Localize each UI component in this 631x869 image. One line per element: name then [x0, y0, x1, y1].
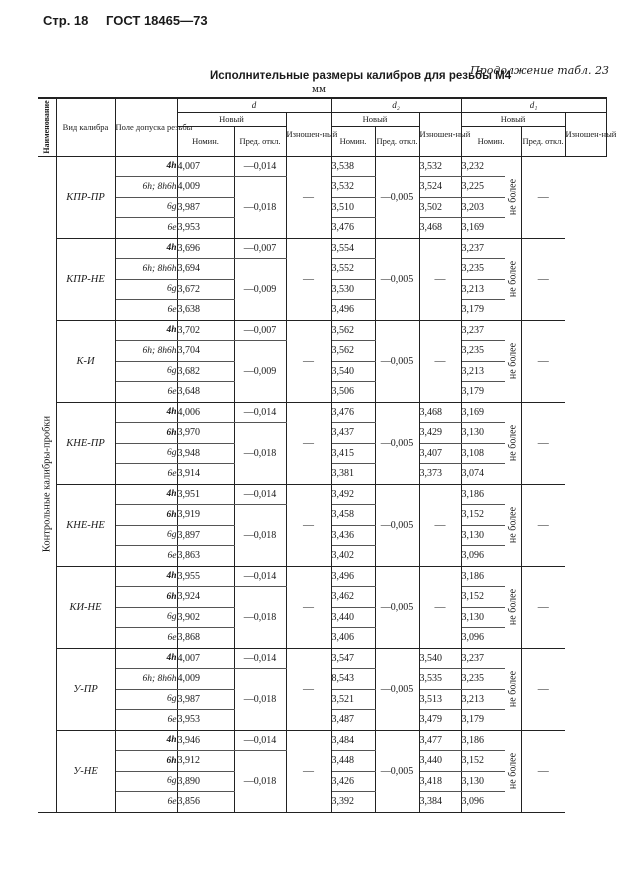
- d1-worn: —: [521, 648, 565, 730]
- gauge-name: КПР-ПР: [56, 156, 115, 238]
- d-nominal: 3,868: [177, 628, 234, 649]
- d1-worn: —: [521, 402, 565, 484]
- d-nominal: 3,702: [177, 320, 234, 341]
- d1-nominal: 3,225: [461, 177, 505, 198]
- d2-worn: —: [419, 320, 461, 402]
- d2-worn: 3,384: [419, 792, 461, 813]
- d1-nominal: 3,096: [461, 546, 505, 567]
- d2-worn: 3,532: [419, 156, 461, 177]
- d-nominal: 3,890: [177, 771, 234, 792]
- table-row: [38, 320, 606, 341]
- d1-nominal: 3,179: [461, 300, 505, 321]
- d-nominal: 3,924: [177, 587, 234, 608]
- header-d2-iznosh: Изношен-ный: [419, 112, 461, 156]
- table-row: [38, 484, 606, 505]
- d2-deviation: —0,005: [375, 156, 419, 238]
- tolerance-field: 6h: [115, 751, 177, 772]
- d-deviation: —0,018: [234, 423, 286, 485]
- d-deviation: —0,014: [234, 566, 286, 587]
- d1-nominal: 3,130: [461, 771, 505, 792]
- tolerance-field: 4h: [115, 566, 177, 587]
- d-nominal: 3,987: [177, 689, 234, 710]
- header-d2-pred: Пред. откл.: [375, 126, 419, 156]
- d2-worn: 3,477: [419, 730, 461, 751]
- d-worn: —: [286, 730, 331, 812]
- tolerance-field: 6g: [115, 443, 177, 464]
- gauge-dimensions-table: [38, 97, 617, 813]
- d1-nominal: 3,152: [461, 751, 505, 772]
- d-nominal: 3,856: [177, 792, 234, 813]
- tolerance-field: 4h: [115, 238, 177, 259]
- d-worn: —: [286, 648, 331, 730]
- d-deviation: —0,018: [234, 587, 286, 649]
- header-d-nomin: Номин.: [177, 126, 234, 156]
- d2-nominal: 3,462: [331, 587, 375, 608]
- d1-worn: —: [521, 320, 565, 402]
- tolerance-field: 6e: [115, 218, 177, 239]
- d2-nominal: 3,484: [331, 730, 375, 751]
- d2-worn: 3,373: [419, 464, 461, 485]
- d1-nominal: 3,179: [461, 382, 505, 403]
- d2-nominal: 3,496: [331, 566, 375, 587]
- d2-nominal: 3,562: [331, 320, 375, 341]
- d-nominal: 3,946: [177, 730, 234, 751]
- d1-nominal: 3,235: [461, 669, 505, 690]
- d1-nominal: 3,152: [461, 505, 505, 526]
- d2-nominal: 3,437: [331, 423, 375, 444]
- tolerance-field: 6e: [115, 300, 177, 321]
- d1-nominal: 3,130: [461, 525, 505, 546]
- tolerance-field: 6h; 8h6h: [115, 259, 177, 280]
- tolerance-field: 6e: [115, 710, 177, 731]
- table-row: [38, 648, 606, 669]
- d1-nominal: 3,235: [461, 341, 505, 362]
- d-nominal: 3,682: [177, 361, 234, 382]
- d1-deviation: не более: [505, 730, 521, 812]
- d2-worn: 3,468: [419, 218, 461, 239]
- d1-nominal: 3,130: [461, 607, 505, 628]
- page-header: [43, 13, 208, 28]
- d1-nominal: 3,108: [461, 443, 505, 464]
- d2-nominal: 3,448: [331, 751, 375, 772]
- d-nominal: 3,914: [177, 464, 234, 485]
- d2-nominal: 3,547: [331, 648, 375, 669]
- d2-nominal: 3,538: [331, 156, 375, 177]
- gauge-name: КНЕ-ПР: [56, 402, 115, 484]
- d2-nominal: 3,521: [331, 689, 375, 710]
- header-d1-pred: Пред. откл.: [521, 126, 565, 156]
- d2-worn: 3,479: [419, 710, 461, 731]
- d2-nominal: 3,530: [331, 279, 375, 300]
- table-title: Исполнительные размеры калибров для резьбы М4: [210, 70, 512, 82]
- header-d2-novyi: Новый: [331, 112, 419, 126]
- d-worn: —: [286, 402, 331, 484]
- d-nominal: 4,006: [177, 402, 234, 423]
- d-nominal: 3,953: [177, 710, 234, 731]
- d2-worn: 3,429: [419, 423, 461, 444]
- header-d1-iznosh: Изношен-ный: [565, 112, 606, 156]
- gauge-name: КНЕ-НЕ: [56, 484, 115, 566]
- header-d: d: [177, 98, 331, 112]
- d-nominal: 3,912: [177, 751, 234, 772]
- d2-nominal: 3,496: [331, 300, 375, 321]
- d1-nominal: 3,096: [461, 792, 505, 813]
- tolerance-field: 6g: [115, 525, 177, 546]
- d-deviation: —0,007: [234, 238, 286, 259]
- d-worn: —: [286, 320, 331, 402]
- d-nominal: 3,953: [177, 218, 234, 239]
- gauge-name: КИ-НЕ: [56, 566, 115, 648]
- tolerance-field: 6g: [115, 197, 177, 218]
- d-nominal: 3,696: [177, 238, 234, 259]
- d2-nominal: 3,552: [331, 259, 375, 280]
- d2-worn: 3,407: [419, 443, 461, 464]
- d2-nominal: 3,492: [331, 484, 375, 505]
- d-nominal: 3,704: [177, 341, 234, 362]
- d2-nominal: 3,487: [331, 710, 375, 731]
- tolerance-field: 6e: [115, 792, 177, 813]
- d2-deviation: —0,005: [375, 730, 419, 812]
- d-nominal: 3,955: [177, 566, 234, 587]
- table-row: [38, 566, 606, 587]
- d-worn: —: [286, 156, 331, 238]
- header-d1: d₁: [461, 98, 606, 112]
- d2-worn: 3,502: [419, 197, 461, 218]
- d-nominal: 3,948: [177, 443, 234, 464]
- tolerance-field: 4h: [115, 320, 177, 341]
- d2-worn: 3,524: [419, 177, 461, 198]
- d-nominal: 4,009: [177, 669, 234, 690]
- tolerance-field: 4h: [115, 402, 177, 423]
- tolerance-field: 4h: [115, 484, 177, 505]
- d2-worn: 3,540: [419, 648, 461, 669]
- d1-nominal: 3,213: [461, 689, 505, 710]
- d1-nominal: 3,130: [461, 423, 505, 444]
- d1-nominal: 3,237: [461, 238, 505, 259]
- d2-deviation: —0,005: [375, 566, 419, 648]
- tolerance-field: 6e: [115, 464, 177, 485]
- d-nominal: 3,638: [177, 300, 234, 321]
- d2-nominal: 3,440: [331, 607, 375, 628]
- tolerance-field: 6h; 8h6h: [115, 177, 177, 198]
- tolerance-field: 6h; 8h6h: [115, 669, 177, 690]
- d2-nominal: 3,476: [331, 402, 375, 423]
- d1-nominal: 3,213: [461, 361, 505, 382]
- table-row: [38, 238, 606, 259]
- tolerance-field: 6g: [115, 361, 177, 382]
- d-deviation: —0,009: [234, 341, 286, 403]
- d-nominal: 4,007: [177, 648, 234, 669]
- header-d1-nomin: Номин.: [461, 126, 521, 156]
- d1-nominal: 3,096: [461, 628, 505, 649]
- header-d1-novyi: Новый: [461, 112, 565, 126]
- d-worn: —: [286, 566, 331, 648]
- d-deviation: —0,014: [234, 484, 286, 505]
- d2-worn: 3,468: [419, 402, 461, 423]
- d2-worn: 3,535: [419, 669, 461, 690]
- d2-nominal: 3,392: [331, 792, 375, 813]
- d2-deviation: —0,005: [375, 320, 419, 402]
- d-nominal: 3,987: [177, 197, 234, 218]
- d-deviation: —0,018: [234, 177, 286, 239]
- d-deviation: —0,014: [234, 156, 286, 177]
- header-pole: Поле допуска резьбы: [115, 98, 177, 156]
- d-worn: —: [286, 238, 331, 320]
- d1-worn: —: [521, 484, 565, 566]
- d1-nominal: 3,169: [461, 402, 505, 423]
- d-deviation: —0,018: [234, 505, 286, 567]
- d1-nominal: 3,235: [461, 259, 505, 280]
- header-naimenovanie: Наименование: [38, 98, 56, 156]
- d2-deviation: —0,005: [375, 648, 419, 730]
- d-deviation: —0,007: [234, 320, 286, 341]
- d1-deviation: не более: [505, 156, 521, 238]
- d1-nominal: 3,152: [461, 587, 505, 608]
- tolerance-field: 6h: [115, 505, 177, 526]
- d-deviation: —0,018: [234, 751, 286, 813]
- d1-nominal: 3,186: [461, 484, 505, 505]
- d-nominal: 3,919: [177, 505, 234, 526]
- d-nominal: 3,902: [177, 607, 234, 628]
- d1-nominal: 3,237: [461, 320, 505, 341]
- tolerance-field: 4h: [115, 730, 177, 751]
- tolerance-field: 4h: [115, 648, 177, 669]
- d2-deviation: —0,005: [375, 238, 419, 320]
- d-nominal: 3,863: [177, 546, 234, 567]
- d2-nominal: 3,476: [331, 218, 375, 239]
- d1-deviation: не более: [505, 402, 521, 484]
- d1-nominal: 3,186: [461, 566, 505, 587]
- d2-nominal: 3,406: [331, 628, 375, 649]
- d-deviation: —0,018: [234, 669, 286, 731]
- d2-deviation: —0,005: [375, 402, 419, 484]
- tolerance-field: 6e: [115, 546, 177, 567]
- d1-worn: —: [521, 156, 565, 238]
- header-d-iznosh: Изношен-ный: [286, 112, 331, 156]
- d-nominal: 3,694: [177, 259, 234, 280]
- d1-deviation: не более: [505, 566, 521, 648]
- table-row: [38, 730, 606, 751]
- tolerance-field: 6g: [115, 771, 177, 792]
- d2-deviation: —0,005: [375, 484, 419, 566]
- units-label: мм: [312, 85, 327, 95]
- d-deviation: —0,014: [234, 648, 286, 669]
- d1-nominal: 3,074: [461, 464, 505, 485]
- tolerance-field: 6e: [115, 628, 177, 649]
- d1-nominal: 3,213: [461, 279, 505, 300]
- tolerance-field: 4h: [115, 156, 177, 177]
- d2-nominal: 3,458: [331, 505, 375, 526]
- gauge-name: К-И: [56, 320, 115, 402]
- header-d2-nomin: Номин.: [331, 126, 375, 156]
- d1-deviation: не более: [505, 484, 521, 566]
- d2-nominal: 3,436: [331, 525, 375, 546]
- d-nominal: 4,007: [177, 156, 234, 177]
- d1-deviation: не более: [505, 238, 521, 320]
- d-deviation: —0,009: [234, 259, 286, 321]
- d2-nominal: 3,426: [331, 771, 375, 792]
- d2-nominal: 3,554: [331, 238, 375, 259]
- header-d-novyi: Новый: [177, 112, 286, 126]
- table-row: [38, 402, 606, 423]
- d2-worn: —: [419, 566, 461, 648]
- d-deviation: —0,014: [234, 402, 286, 423]
- tolerance-field: 6e: [115, 382, 177, 403]
- d2-nominal: 3,562: [331, 341, 375, 362]
- gauge-name: КПР-НЕ: [56, 238, 115, 320]
- d2-nominal: 3,532: [331, 177, 375, 198]
- d1-nominal: 3,186: [461, 730, 505, 751]
- d2-nominal: 8,543: [331, 669, 375, 690]
- d1-nominal: 3,179: [461, 710, 505, 731]
- tolerance-field: 6g: [115, 689, 177, 710]
- d2-nominal: 3,510: [331, 197, 375, 218]
- d-nominal: 3,970: [177, 423, 234, 444]
- gost-number: ГОСТ 18465—73: [106, 13, 208, 28]
- d1-worn: —: [521, 566, 565, 648]
- d2-worn: 3,513: [419, 689, 461, 710]
- d-nominal: 4,009: [177, 177, 234, 198]
- d2-nominal: 3,381: [331, 464, 375, 485]
- d2-worn: —: [419, 484, 461, 566]
- d1-nominal: 3,232: [461, 156, 505, 177]
- d2-worn: —: [419, 238, 461, 320]
- tolerance-field: 6h: [115, 587, 177, 608]
- d2-nominal: 3,540: [331, 361, 375, 382]
- group-label: Контрольные калибры-пробки: [38, 156, 56, 812]
- tolerance-field: 6g: [115, 279, 177, 300]
- gauge-name: У-ПР: [56, 648, 115, 730]
- d-nominal: 3,951: [177, 484, 234, 505]
- header-vid: Вид калибра: [56, 98, 115, 156]
- d1-deviation: не более: [505, 320, 521, 402]
- header-d-pred: Пред. откл.: [234, 126, 286, 156]
- tolerance-field: 6g: [115, 607, 177, 628]
- gauge-name: У-НЕ: [56, 730, 115, 812]
- continuation-note: Продолжение табл. 23: [470, 64, 609, 77]
- d-worn: —: [286, 484, 331, 566]
- d2-worn: 3,418: [419, 771, 461, 792]
- table-row: [38, 156, 606, 177]
- page-number: Стр. 18: [43, 13, 89, 28]
- d-deviation: —0,014: [234, 730, 286, 751]
- tolerance-field: 6h; 8h6h: [115, 341, 177, 362]
- d-nominal: 3,897: [177, 525, 234, 546]
- d2-nominal: 3,506: [331, 382, 375, 403]
- d2-nominal: 3,415: [331, 443, 375, 464]
- d1-worn: —: [521, 238, 565, 320]
- d1-nominal: 3,203: [461, 197, 505, 218]
- d-nominal: 3,672: [177, 279, 234, 300]
- d2-worn: 3,440: [419, 751, 461, 772]
- d1-worn: —: [521, 730, 565, 812]
- d2-nominal: 3,402: [331, 546, 375, 567]
- d-nominal: 3,648: [177, 382, 234, 403]
- d1-deviation: не более: [505, 648, 521, 730]
- d1-nominal: 3,169: [461, 218, 505, 239]
- tolerance-field: 6h: [115, 423, 177, 444]
- d1-nominal: 3,237: [461, 648, 505, 669]
- header-d2: d₂: [331, 98, 461, 112]
